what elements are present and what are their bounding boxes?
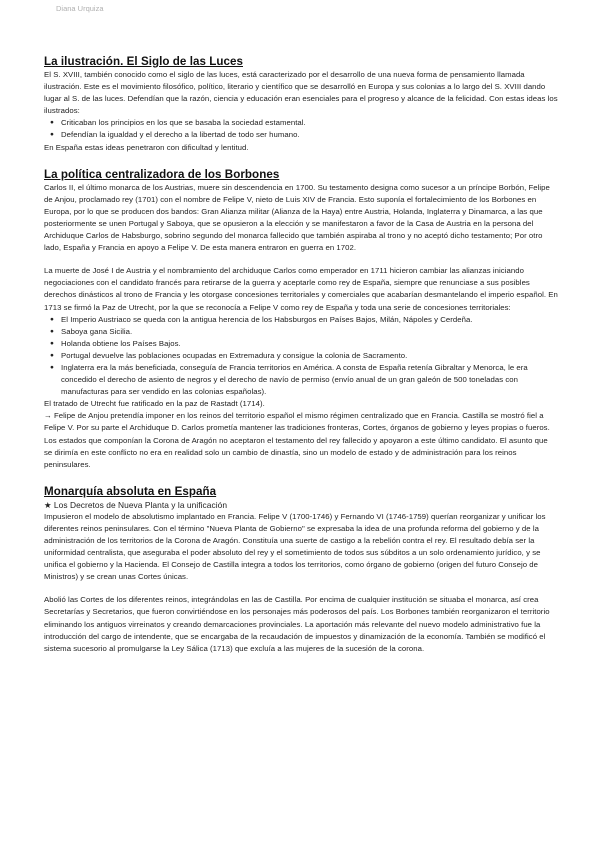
list-item: ● Saboya gana Sicilia. <box>61 326 558 338</box>
section-heading: Monarquía absoluta en España <box>44 484 217 498</box>
paragraph: La muerte de José I de Austria y el nombramiento del archiduque Carlos como emperador en 1711 hicieron cambiar las alianzas iniciando negociaciones con el candidato francés para retirarse de la guerra y aceptarle como rey de España, siempre que renunciase a sus posibles derechos dinásticos al trono de Francia y les otorgase concesiones territoriales y comerciales que acabarían desmantelando el imperio español. En 1713 se firmó la Paz de Utrecht, por la que se reconocía a Felipe V como rey de España y toda una serie de concesiones territoriales: <box>44 266 558 312</box>
list-item: ● Portugal devuelve las poblaciones ocupadas en Extremadura y consigue la colonia de Sacramento. <box>61 350 558 362</box>
section-ilustracion <box>44 54 558 154</box>
paragraph: En España estas ideas penetraron con dificultad y lentitud. <box>44 142 249 152</box>
paragraph: Impusieron el modelo de absolutismo implantado en Francia. Felipe V (1700-1746) y Fernando VI (1746-1759) querían reorganizar y unificar los diferentes reinos peninsulares. Con el término "Nueva Planta de Gobierno" se expresaba la idea de una profunda reforma del gobierno y de la administración de los territorios de la Corona de Aragón. Constituía una suerte de castigo a la rebelión contra el rey. El resultado debía ser la uniformidad centralista, que aseguraba el poder absoluto del rey y el sometimiento de todos sus súbditos a un solo ordenamiento jurídico, y se unifica el gobierno y la Hacienda. El Consejo de Castilla integra a todos los territorios, como órgano de gobierno (origen del futuro Consejo de Ministros) y se crean unas Cortes únicas. <box>44 511 546 582</box>
section-monarquia-absoluta <box>44 484 558 655</box>
list-item: ● Holanda obtiene los Países Bajos. <box>61 338 558 350</box>
list-item: ● Defendían la igualdad y el derecho a la libertad de todo ser humano. <box>61 129 558 141</box>
bullet-list <box>44 117 558 141</box>
paragraph: Carlos II, el último monarca de los Austrias, muere sin descendencia en 1700. Su testamento designa como sucesor a un príncipe Borbón, Felipe de Anjou, proclamado rey (1701) con el nombre de Felipe V, nieto de Luis XIV de Francia. Esto suponía el fortalecimiento de los Borbones en Europa, por lo que se producen dos bandos: Gran Alianza militar (Alianza de la Haya) entre Austria, Holanda, Inglaterra y Dinamarca, a las que posteriormente se unen Portugal y Saboya, que se opusieron a la elección y se manifestaron a favor de la Casa de Austria en la persona del Archiduque Carlos de Habsburgo, sobrino segundo del monarca fallecido que también aspiraba al trono y no aceptó dicho testamento; Por otro lado, España y Francia en apoyo a Felipe V. De esta manera entraron en guerra en 1702. <box>44 182 550 253</box>
section-heading: La ilustración. El Siglo de las Luces <box>44 55 243 68</box>
paragraph: → Felipe de Anjou pretendía imponer en los reinos del territorio español el mismo régimen centralizado que en Francia. Castilla se mostró fiel a Felipe V. Por su parte el Archiduque D. Carlos prometía mantener las tradiciones fronteras, Cortes, órganos de gobierno y leyes propias o fueros. Los estados que componían la Corona de Aragón no aceptaron el testamento del rey fallecido y apoyaron a este último candidato. El asunto que se dirimía en este conflicto no era en realidad solo un cambio de dinastía, sino un modelo de estado y de administración para los reinos peninsulares. <box>44 411 550 469</box>
page-header-author: Diana Urquiza <box>56 4 104 13</box>
list-item: ● Inglaterra era la más beneficiada, conseguía de Francia territorios en América. A consta de España retenía Gibraltar y Menorca, le era concedido el derecho de asiento de negros y el derecho de navío de permiso (envío anual de un gran galeón de 500 toneladas con manufacturas para ser vendido en las colonias españolas). <box>61 362 558 398</box>
paragraph: Abolió las Cortes de los diferentes reinos, integrándolas en las de Castilla. Por encima de cualquier institución se situaba el monarca, así crea Secretarías y Secretarios, que fueron convirtiéndose en los personajes más poderosos del país. Los Borbones también reorganizaron el territorio eliminando los antiguos virreinatos y creando demarcaciones provinciales. La aportación más relevante del nuevo modelo administrativo fue la introducción del cargo de intendente, que se encargaba de la recaudación de impuestos y dinamización de la economía. También se modificó el sistema sucesorio al promulgarse la Ley Sálica (1713) que excluía a las mujeres de la sucesión de la corona. <box>44 595 550 653</box>
section-heading: La política centralizadora de los Borbones <box>44 167 280 181</box>
paragraph: El tratado de Utrecht fue ratificado en la paz de Rastadt (1714). <box>44 399 265 409</box>
bullet-list <box>44 314 558 399</box>
document-body <box>44 54 558 655</box>
list-item: ● El Imperio Austriaco se queda con la antigua herencia de los Habsburgos en Países Bajos, Milán, Nápoles y Cerdeña. <box>61 314 558 326</box>
subheading: ★ Los Decretos de Nueva Planta y la unificación <box>44 499 228 510</box>
list-item: ● Criticaban los principios en los que se basaba la sociedad estamental. <box>61 117 558 129</box>
paragraph: El S. XVIII, también conocido como el siglo de las luces, está caracterizado por el desarrollo de una nueva forma de pensamiento llamada ilustración. Este es el movimiento filosófico, político, literario y científico que se desarrolló en Europa y sus colonias a lo largo del S. XVIII dando lugar al S. de las luces. Defendían que la razón, ciencia y educación eran esenciales para el progreso y alcance de la felicidad. Con estas ideas los ilustrados: <box>44 70 558 116</box>
section-politica-borbones <box>44 167 558 471</box>
